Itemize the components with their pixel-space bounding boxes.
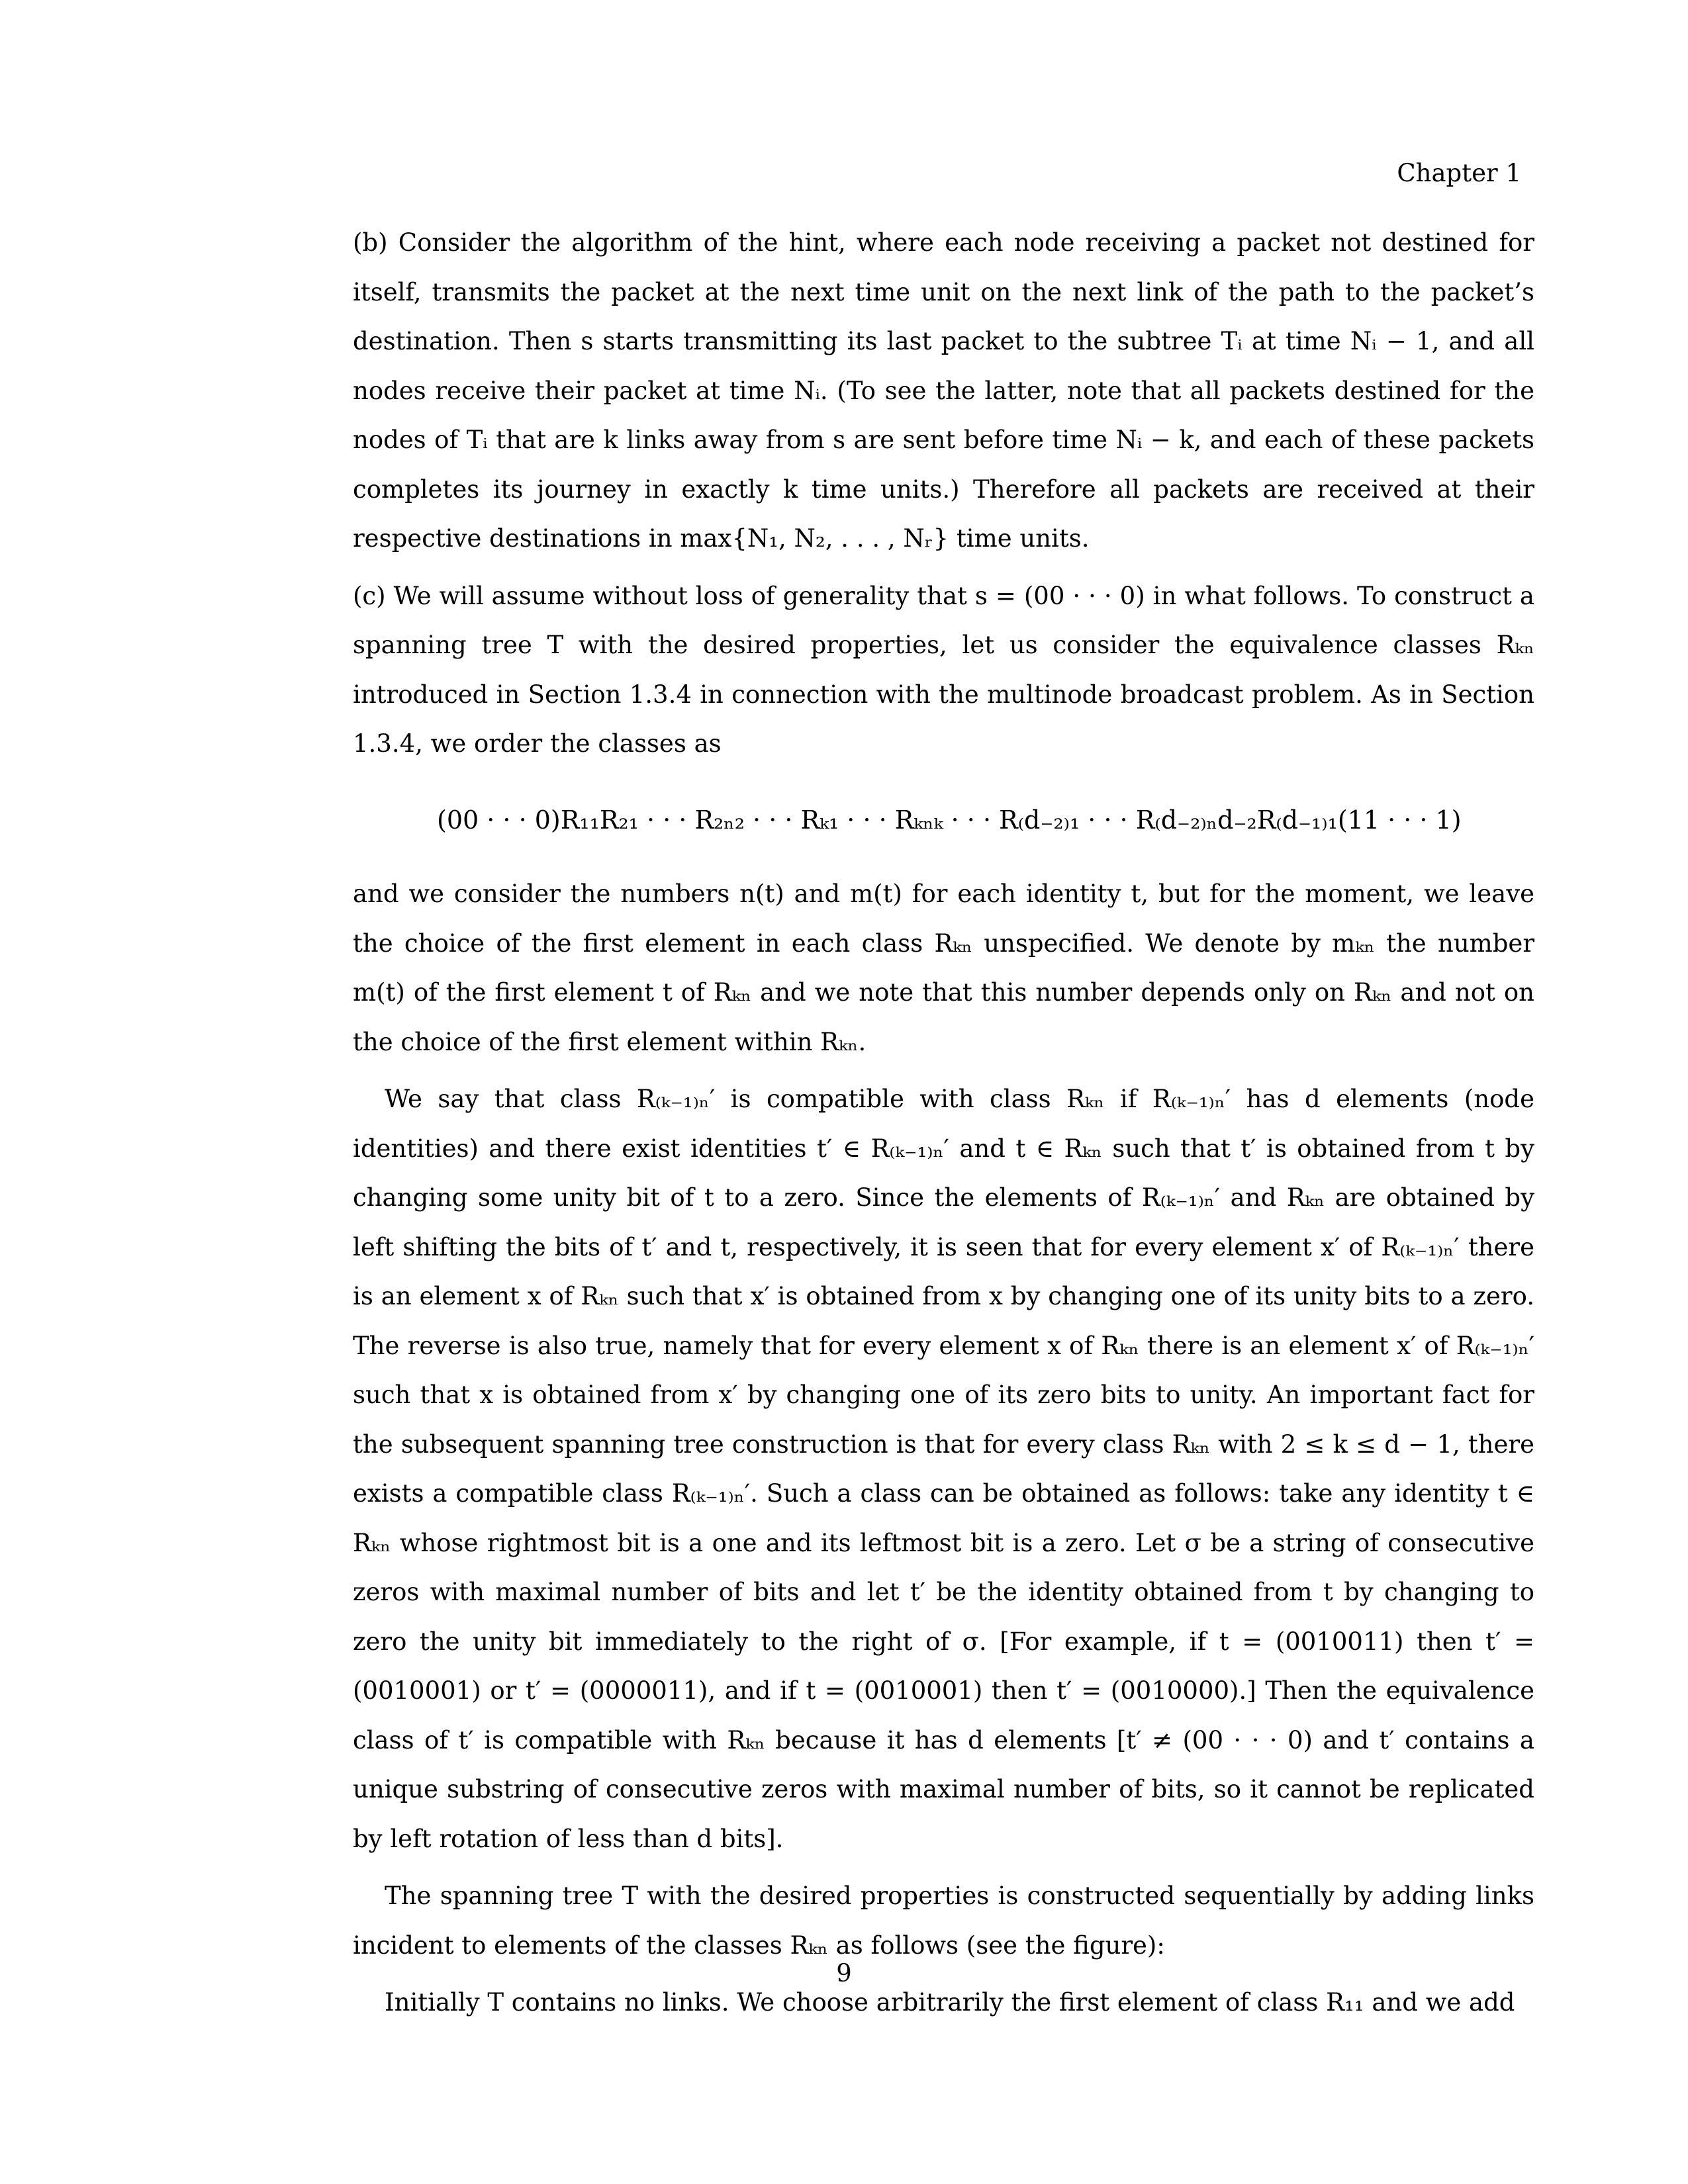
running-header: Chapter 1 <box>1397 159 1521 187</box>
paragraph-c: (c) We will assume without loss of generality that s = (00 · · · 0) in what follows. To construct a spanning tree T with the desired properties, let us consider the equivalence classes Rₖₙ introduced in Section 1.3.4 in connection with the multinode broadcast problem. As in Section 1.3.4, we order the classes as <box>353 581 1534 758</box>
display-equation: (00 · · · 0)R₁₁R₂₁ · · · R₂ₙ₂ · · · Rₖ₁ · · · Rₖₙₖ · · · R₍d₋₂₎₁ · · · R₍d₋₂₎ₙd₋₂R₍d₋₁₎₁(11 · · · 1) <box>437 805 1462 835</box>
paragraph-b: (b) Consider the algorithm of the hint, where each node receiving a packet not destined for itself, transmits the packet at the next time unit on the next link of the path to the packet’s destination. Then s starts transmitting its last packet to the subtree Tᵢ at time Nᵢ − 1, and all nodes receive their packet at time Nᵢ. (To see the latter, note that all packets destined for the nodes of Tᵢ that are k links away from s are sent before time Nᵢ − k, and each of these packets completes its journey in exactly k time units.) Therefore all packets are received at their respective destinations in max{N₁, N₂, . . . , Nᵣ} time units. <box>353 228 1534 553</box>
paragraph-spanning-tree: The spanning tree T with the desired properties is constructed sequentially by adding links incident to elements of the classes Rₖₙ as follows (see the figure): <box>353 1882 1534 1960</box>
body-text <box>353 218 1534 2036</box>
paragraph-initially: Initially T contains no links. We choose arbitrarily the first element of class R₁₁ and we add <box>385 1988 1515 2017</box>
page-number: 9 <box>836 1959 852 1987</box>
paragraph-compatible: We say that class R₍ₖ₋₁₎ₙ′ is compatible with class Rₖₙ if R₍ₖ₋₁₎ₙ′ has d elements (node identities) and there exist identities t′ ∈ R₍ₖ₋₁₎ₙ′ and t ∈ Rₖₙ such that t′ is obtained from t by changing some unity bit of t to a zero. Since the elements of R₍ₖ₋₁₎ₙ′ and Rₖₙ are obtained by left shifting the bits of t′ and t, respectively, it is seen that for every element x′ of R₍ₖ₋₁₎ₙ′ there is an element x of Rₖₙ such that x′ is obtained from x by changing one of its unity bits to a zero. The reverse is also true, namely that for every element x of Rₖₙ there is an element x′ of R₍ₖ₋₁₎ₙ′ such that x is obtained from x′ by changing one of its zero bits to unity. An important fact for the subsequent spanning tree construction is that for every class Rₖₙ with 2 ≤ k ≤ d − 1, there exists a compatible class R₍ₖ₋₁₎ₙ′. Such a class can be obtained as follows: take any identity t ∈ Rₖₙ whose rightmost bit is a one and its leftmost bit is a zero. Let σ be a string of consecutive zeros with maximal number of bits and let t′ be the identity obtained from t by changing to zero the unity bit immediately to the right of σ. [For example, if t = (0010011) then t′ = (0010001) or t′ = (0000011), and if t = (0010001) then t′ = (0010000).] Then the equivalence class of t′ is compatible with Rₖₙ because it has d elements [t′ ≠ (00 · · · 0) and t′ contains a unique substring of consecutive zeros with maximal number of bits, so it cannot be replicated by left rotation of less than d bits]. <box>353 1085 1534 1853</box>
paragraph-numbers: and we consider the numbers n(t) and m(t) for each identity t, but for the moment, we leave the choice of the first element in each class Rₖₙ unspecified. We denote by mₖₙ the number m(t) of the first element t of Rₖₙ and we note that this number depends only on Rₖₙ and not on the choice of the first element within Rₖₙ. <box>353 880 1534 1056</box>
